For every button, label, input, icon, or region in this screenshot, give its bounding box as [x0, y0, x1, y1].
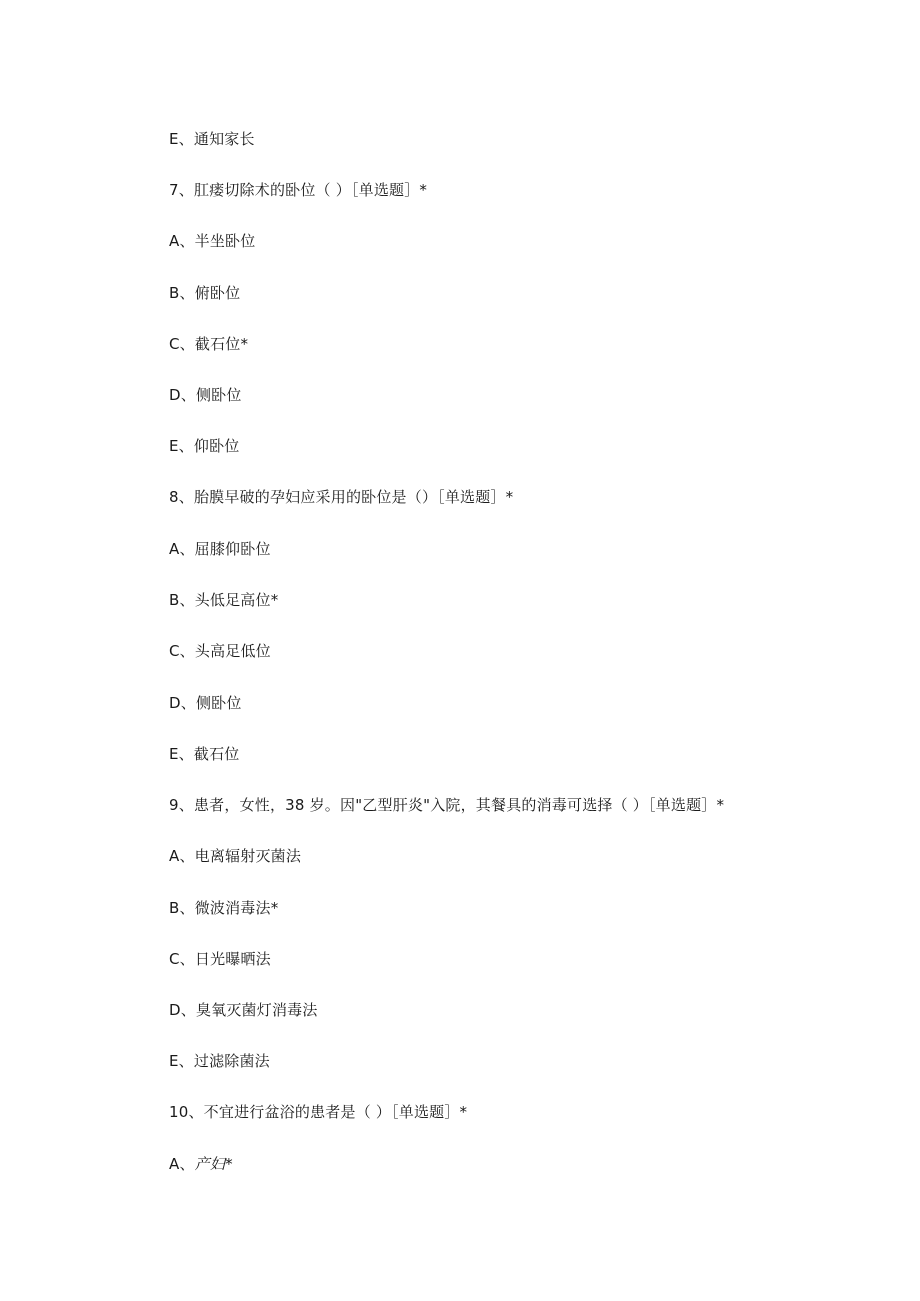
- q10-option-a-text: 产妇*: [194, 1155, 233, 1173]
- q8-question: 8、胎膜早破的孕妇应采用的卧位是（）［单选题］*: [169, 488, 514, 506]
- q8-option-a: A、屈膝仰卧位: [169, 540, 271, 558]
- q9-option-d: D、臭氧灭菌灯消毒法: [169, 1001, 318, 1019]
- q9-question: 9、患者，女性，38 岁。因"乙型肝炎"入院，其餐具的消毒可选择（ ）［单选题］*: [169, 796, 725, 814]
- q7-option-e: E、仰卧位: [169, 437, 240, 455]
- q9-option-a: A、电离辐射灭菌法: [169, 847, 302, 865]
- q8-option-b: B、头低足高位*: [169, 591, 279, 609]
- q7-option-b: B、俯卧位: [169, 284, 241, 302]
- q7-question: 7、肛瘘切除术的卧位（ ）［单选题］*: [169, 181, 428, 199]
- q8-option-c: C、头高足低位: [169, 642, 271, 660]
- q7-option-a: A、半坐卧位: [169, 232, 256, 250]
- q8-option-d: D、侧卧位: [169, 694, 242, 712]
- q10-question: 10、不宜进行盆浴的患者是（ ）［单选题］*: [169, 1103, 468, 1121]
- q9-option-b: B、微波消毒法*: [169, 899, 279, 917]
- q7-option-d: D、侧卧位: [169, 386, 242, 404]
- q10-option-a: [169, 1154, 233, 1174]
- q7-option-c: C、截石位*: [169, 335, 249, 353]
- q6-option-e: E、通知家长: [169, 130, 255, 148]
- q9-option-e: E、过滤除菌法: [169, 1052, 270, 1070]
- q9-option-c: C、日光曝晒法: [169, 950, 271, 968]
- q8-option-e: E、截石位: [169, 745, 240, 763]
- q10-option-a-prefix: A、: [169, 1155, 195, 1173]
